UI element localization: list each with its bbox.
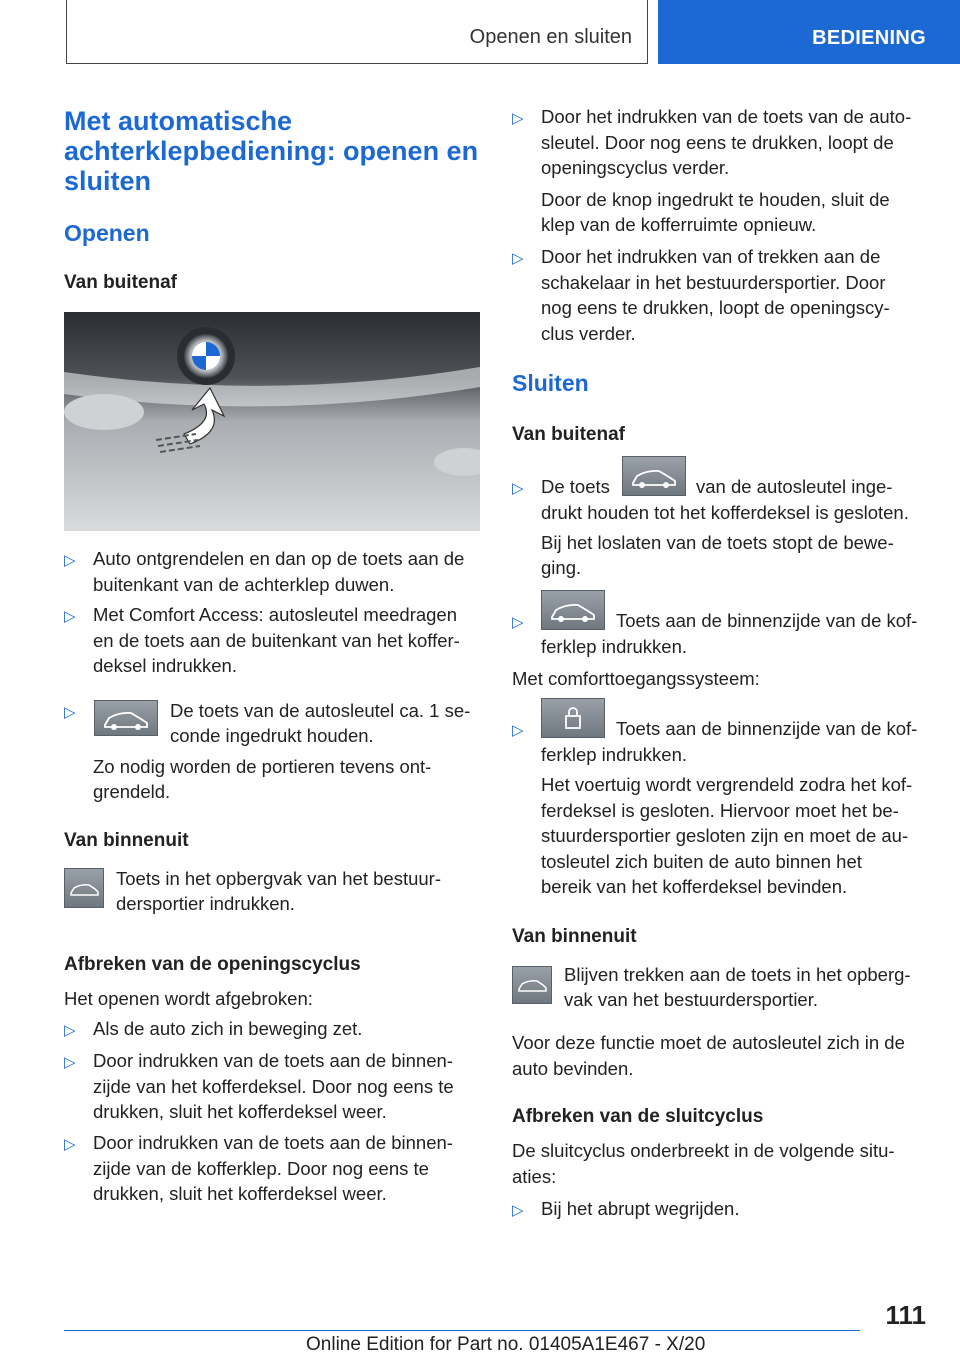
binnen-text-line2: dersportier indrukken. [116,893,295,914]
comfort-label: Met comforttoegangssysteem: [512,668,760,689]
bullet-triangle-icon: ▷ [512,722,524,739]
subheading-van-buitenaf-close: Van buitenaf [512,424,625,445]
header-section-title: Openen en sluiten [469,26,632,48]
door-switch-tailgate-icon [64,868,104,908]
bullet-icon-subtext-line1: Zo nodig worden de portieren tevens ont- [93,756,432,777]
bullet-triangle-icon: ▷ [512,480,524,497]
bullet-icon-text-line2: conde ingedrukt houden. [170,725,374,746]
list-item: ▷ Toets aan de binnenzijde van de kof- ferklep indrukken. Het voertuig wordt vergrendeld zodra het kof- ferdeksel is gesloten. Hiervoor moet het be- stuurdersportier gesloten zijn en moet de au- tosleutel zich buiten de auto binnen het bereik van het kofferdeksel bevinden. [512,716,932,906]
bullet-triangle-icon: ▷ [64,552,76,569]
bullet-triangle-icon: ▷ [64,1022,76,1039]
page-title-line2: achterklepbediening: openen en [64,136,479,166]
page-number: 111 [885,1300,926,1330]
binnen-close-line1: Blijven trekken aan de toets in het opberg- [564,964,911,985]
footer-divider [64,1330,860,1331]
list-item: ▷ Bij het abrupt wegrijden. [512,1196,932,1222]
binnen-close-line2: vak van het bestuurdersportier. [564,989,819,1010]
afbreken-sluit-intro-line2: aties: [512,1166,557,1187]
binnen-text-line1: Toets in het opbergvak van het bestuur- [116,868,441,889]
lock-icon [541,698,605,738]
subheading-afbreken-opening: Afbreken van de openingscyclus [64,954,361,975]
list-item: ▷ Door het indrukken van of trekken aan de schakelaar in het bestuurdersportier. Door nog eens te drukken, loopt de openingscy- clus verder. [512,246,890,344]
list-item: ▷ Door het indrukken van de toets van de auto- sleutel. Door nog eens te drukken, loopt de openingscyclus verder. Door de knop ingedrukt te houden, sluit de klep van de kofferruimte opnieuw. [512,106,912,235]
car-tailgate-key-icon [622,456,686,496]
bullet-triangle-icon: ▷ [512,1202,524,1219]
note-line2: auto bevinden. [512,1058,634,1079]
list-item: ▷ Toets aan de binnenzijde van de kof- ferklep indrukken. [512,608,932,664]
subheading-van-buitenaf: Van buitenaf [64,272,177,293]
bullet-triangle-icon: ▷ [512,250,524,267]
footer-edition: Online Edition for Part no. 01405A1E467 - X/20 [306,1334,706,1355]
list-item: ▷ Door indrukken van de toets aan de binnen- zijde van het kofferdeksel. Door nog eens te drukken, sluit het kofferdeksel weer. [64,1050,454,1122]
page-title-line3: sluiten [64,166,152,196]
bullet-icon-subtext-line2: grendeld. [93,781,171,802]
bullet-icon-text-line1: De toets van de autosleutel ca. 1 se- [170,700,471,721]
bullet-triangle-icon: ▷ [64,704,76,721]
list-item: ▷ Door indrukken van de toets aan de binnen- zijde van de kofferklep. Door nog eens te drukken, sluit het kofferdeksel weer. [64,1132,453,1204]
bullet-triangle-icon: ▷ [64,608,76,625]
bullet-triangle-icon: ▷ [512,614,524,631]
section-heading-open: Openen [64,220,150,246]
list-item: ▷ Met Comfort Access: autosleutel meedragen en de toets aan de buitenkant van het koffer- deksel indrukken. [64,604,460,676]
afbreken-intro: Het openen wordt afgebroken: [64,988,313,1009]
afbreken-sluit-intro-line1: De sluitcyclus onderbreekt in de volgende situ- [512,1140,895,1161]
list-item: ▷ Als de auto zich in beweging zet. [64,1016,480,1042]
subheading-van-binnenuit-close: Van binnenuit [512,926,637,947]
door-switch-tailgate-icon [512,966,552,1004]
bullet-triangle-icon: ▷ [64,1054,76,1071]
list-item: ▷ Auto ontgrendelen en dan op de toets aan de buitenkant van de achterklep duwen. [64,548,465,595]
car-tailgate-inner-icon [541,590,605,630]
car-tailgate-key-icon [94,700,158,736]
header-tab-label: BEDIENING [812,27,926,49]
bullet-triangle-icon: ▷ [512,110,524,127]
section-heading-close: Sluiten [512,370,589,396]
subheading-van-binnenuit: Van binnenuit [64,830,189,851]
tailgate-photo [64,312,480,531]
bullet-triangle-icon: ▷ [64,1136,76,1153]
subheading-afbreken-sluit: Afbreken van de sluitcyclus [512,1106,764,1127]
header-tab [658,0,960,64]
list-item [64,698,480,802]
list-item: ▷ De toets van de autosleutel inge- drukt houden tot het kofferdeksel is gesloten. Bij het loslaten van de toets stopt de bewe- ging. [512,474,932,584]
page-title-line1: Met automatische [64,106,293,136]
note-line1: Voor deze functie moet de autosleutel zich in de [512,1032,905,1053]
